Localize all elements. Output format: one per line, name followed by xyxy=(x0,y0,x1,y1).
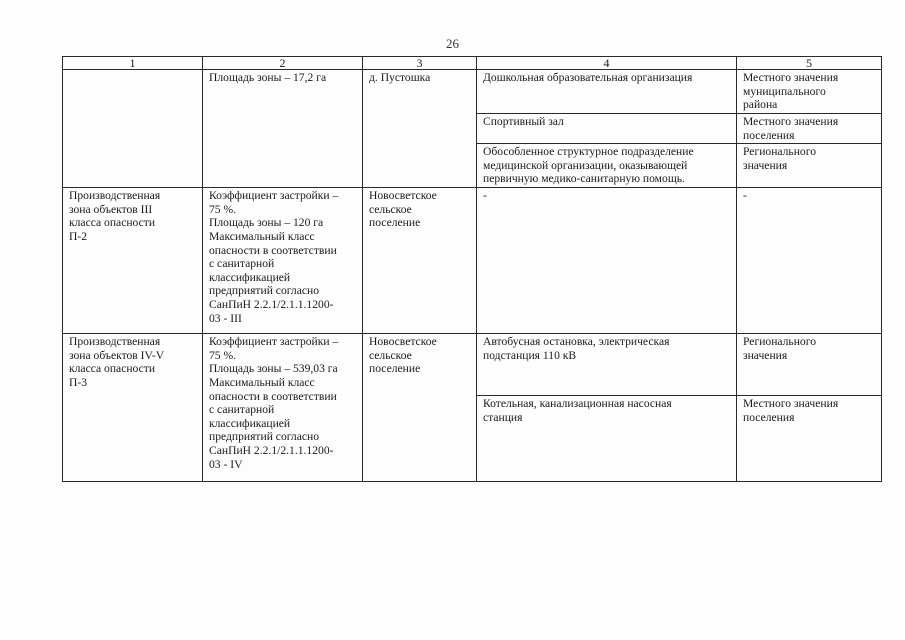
table-row xyxy=(63,70,882,114)
header-col-3: 3 xyxy=(363,57,477,70)
zone-params-cell: Площадь зоны – 17,2 га xyxy=(203,70,363,188)
zone-params-cell: Коэффициент застройки – 75 %. Площадь зоны – 120 га Максимальный класс опасности в соответствии с санитарной классификацией предприятий согласно СанПиН 2.2.1/2.1.1.1200- 03 - III xyxy=(203,188,363,334)
zone-name-cell: Производственная зона объектов III класса опасности П-2 xyxy=(63,188,203,334)
header-col-2: 2 xyxy=(203,57,363,70)
location-cell: Новосветское сельское поселение xyxy=(363,188,477,334)
table-row xyxy=(63,334,882,396)
table-row xyxy=(63,188,882,334)
zones-table xyxy=(62,56,882,482)
location-cell: Новосветское сельское поселение xyxy=(363,334,477,482)
significance-cell: - xyxy=(737,188,882,334)
object-cell: Спортивный зал xyxy=(477,114,737,144)
header-col-5: 5 xyxy=(737,57,882,70)
object-cell: Дошкольная образовательная организация xyxy=(477,70,737,114)
page-number: 26 xyxy=(446,36,459,51)
zone-params-cell: Коэффициент застройки – 75 %. Площадь зоны – 539,03 га Максимальный класс опасности в соответствии с санитарной классификацией предприятий согласно СанПиН 2.2.1/2.1.1.1200- 03 - IV xyxy=(203,334,363,482)
zone-name-cell xyxy=(63,70,203,188)
location-cell: д. Пустошка xyxy=(363,70,477,188)
significance-cell: Регионального значения xyxy=(737,334,882,396)
object-cell: Котельная, канализационная насосная станция xyxy=(477,396,737,482)
object-cell: Автобусная остановка, электрическая подстанция 110 кВ xyxy=(477,334,737,396)
zone-name-cell: Производственная зона объектов IV-V класса опасности П-3 xyxy=(63,334,203,482)
significance-cell: Регионального значения xyxy=(737,144,882,188)
table-header-row xyxy=(63,57,882,70)
header-col-1: 1 xyxy=(63,57,203,70)
significance-cell: Местного значения поселения xyxy=(737,114,882,144)
header-col-4: 4 xyxy=(477,57,737,70)
significance-cell: Местного значения поселения xyxy=(737,396,882,482)
object-cell: Обособленное структурное подразделение медицинской организации, оказывающей первичную медико-санитарную помощь. xyxy=(477,144,737,188)
object-cell: - xyxy=(477,188,737,334)
significance-cell: Местного значения муниципального района xyxy=(737,70,882,114)
